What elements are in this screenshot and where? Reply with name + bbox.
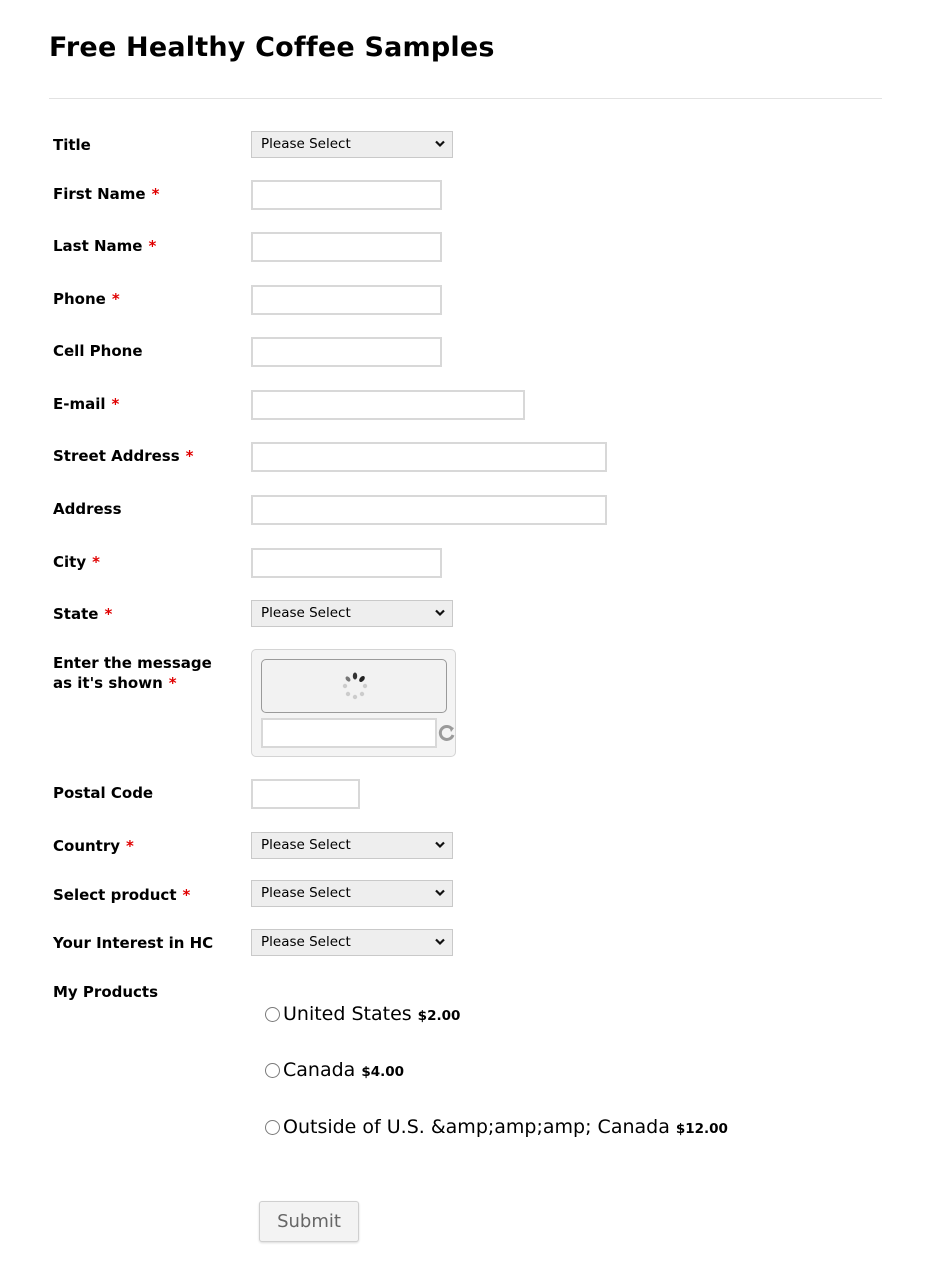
refresh-icon[interactable] (438, 724, 456, 742)
product-select-value: Please Select (261, 885, 351, 901)
last-name-input[interactable] (251, 232, 442, 262)
required-asterisk: * (111, 395, 120, 413)
street-address-label (53, 446, 193, 466)
chevron-down-icon (435, 609, 445, 617)
chevron-down-icon (435, 841, 445, 849)
product-option-united-states[interactable] (265, 1003, 460, 1025)
cell-phone-input[interactable] (251, 337, 442, 367)
interest-label (53, 933, 213, 953)
city-label (53, 552, 100, 572)
interest-select-value: Please Select (261, 934, 351, 950)
country-select[interactable] (251, 832, 453, 859)
state-label (53, 604, 112, 624)
required-asterisk: * (126, 837, 134, 855)
captcha-widget (251, 649, 456, 757)
city-label-text: City (53, 553, 87, 571)
title-select-value: Please Select (261, 136, 351, 152)
state-label-text: State (53, 605, 99, 623)
phone-input[interactable] (251, 285, 442, 315)
radio-button[interactable] (265, 1007, 280, 1022)
title-label (53, 135, 91, 155)
country-label (53, 836, 134, 856)
state-select-value: Please Select (261, 605, 351, 621)
address-input[interactable] (251, 495, 607, 525)
email-label-text: E-mail (53, 395, 106, 413)
title-select[interactable] (251, 131, 453, 158)
chevron-down-icon (435, 140, 445, 148)
first-name-label (53, 184, 159, 204)
product-option-canada[interactable] (265, 1059, 404, 1081)
my-products-label-text: My Products (53, 983, 159, 1001)
select-product-label (53, 885, 190, 905)
first-name-input[interactable] (251, 180, 442, 210)
phone-label (53, 289, 120, 309)
captcha-label-line1: Enter the message (53, 654, 212, 672)
interest-select[interactable] (251, 929, 453, 956)
last-name-label-text: Last Name (53, 237, 143, 255)
email-label (53, 394, 119, 414)
street-address-label-text: Street Address (53, 447, 180, 465)
address-label (53, 499, 122, 519)
captcha-image (261, 659, 447, 713)
country-select-value: Please Select (261, 837, 351, 853)
required-asterisk: * (151, 185, 160, 203)
product-option-price: $12.00 (675, 1121, 728, 1137)
select-product-label-text: Select product (53, 886, 177, 904)
postal-code-label (53, 783, 153, 803)
address-label-text: Address (53, 500, 122, 518)
product-option-label: Canada (283, 1059, 356, 1081)
captcha-input[interactable] (261, 718, 437, 748)
loading-spinner-icon (340, 671, 370, 703)
postal-code-label-text: Postal Code (53, 784, 154, 802)
my-products-label (53, 982, 158, 1002)
required-asterisk: * (168, 674, 177, 692)
product-option-price: $4.00 (361, 1064, 405, 1080)
title-label-text: Title (53, 136, 91, 154)
submit-button[interactable]: Submit (259, 1201, 359, 1242)
interest-label-text: Your Interest in HC (53, 934, 214, 952)
postal-code-input[interactable] (251, 779, 360, 809)
product-select[interactable] (251, 880, 453, 907)
product-option-label: Outside of U.S. &amp;amp;amp; Canada (283, 1116, 670, 1138)
product-option-label: United States (283, 1003, 412, 1025)
phone-label-text: Phone (53, 290, 106, 308)
required-asterisk: * (92, 553, 100, 571)
cell-phone-label-text: Cell Phone (53, 342, 143, 360)
page-title: Free Healthy Coffee Samples (49, 32, 495, 63)
country-label-text: Country (53, 837, 121, 855)
header-divider (49, 98, 882, 99)
radio-button[interactable] (265, 1063, 280, 1078)
street-address-input[interactable] (251, 442, 607, 472)
required-asterisk: * (185, 447, 194, 465)
captcha-label-line2: as it's shown (53, 674, 163, 692)
required-asterisk: * (148, 237, 157, 255)
required-asterisk: * (104, 605, 113, 623)
last-name-label (53, 236, 156, 256)
product-option-outside[interactable] (265, 1116, 728, 1138)
city-input[interactable] (251, 548, 442, 578)
chevron-down-icon (435, 938, 445, 946)
product-option-price: $2.00 (417, 1008, 461, 1024)
chevron-down-icon (435, 889, 445, 897)
email-input[interactable] (251, 390, 525, 420)
first-name-label-text: First Name (53, 185, 146, 203)
cell-phone-label (53, 341, 143, 361)
radio-button[interactable] (265, 1120, 280, 1135)
required-asterisk: * (111, 290, 120, 308)
state-select[interactable] (251, 600, 453, 627)
captcha-label (53, 653, 212, 693)
required-asterisk: * (182, 886, 191, 904)
